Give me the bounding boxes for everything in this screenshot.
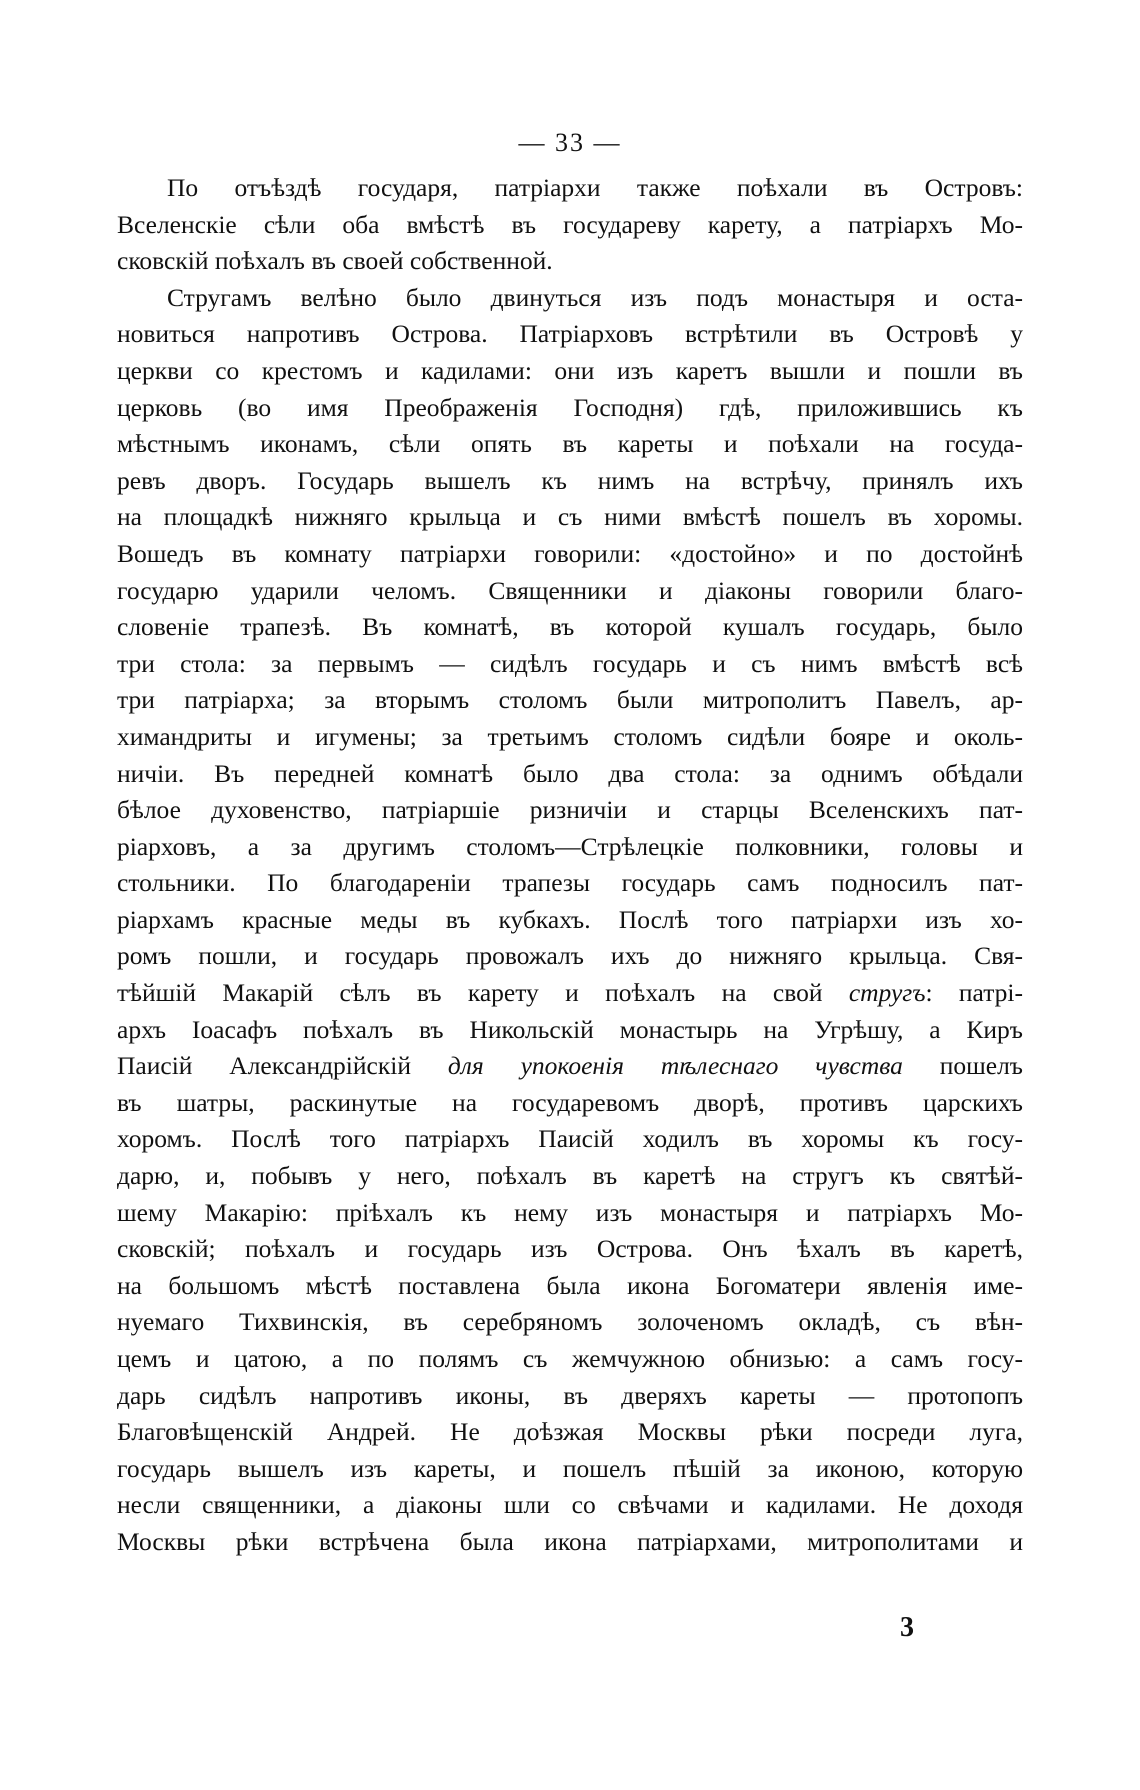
text-line: По отъѣздѣ государя, патріархи также поѣхали въ Островъ: xyxy=(167,173,1023,202)
text-line: Вселенскіе сѣли оба вмѣстѣ въ государеву карету, а патріархъ Мо- xyxy=(117,209,1023,239)
text-segment: : патрі- xyxy=(925,978,1023,1008)
text-line-with-italic xyxy=(117,1048,1023,1085)
text-line: на площадкѣ нижняго крыльца и съ ними вмѣстѣ пошелъ въ хоромы. xyxy=(117,502,1023,532)
text-line: дарь сидѣлъ напротивъ иконы, въ дверяхъ кареты — протопопъ xyxy=(117,1380,1023,1410)
text-line: Стругамъ велѣно было двинуться изъ подъ монастыря и оста- xyxy=(167,282,1023,312)
text-line: несли священники, а діаконы шли со свѣчами и кадилами. Не доходя xyxy=(117,1490,1023,1520)
text-line: архъ Іоасафъ поѣхалъ въ Никольскій монастырь на Угрѣшу, а Киръ xyxy=(117,1014,1023,1044)
text-line: стольники. По благодареніи трапезы государь самъ подносилъ пат- xyxy=(117,868,1023,898)
text-line: сковскій поѣхалъ въ своей собственной. xyxy=(117,246,553,276)
text-line: мѣстнымъ иконамъ, сѣли опять въ кареты и поѣхали на госуда- xyxy=(117,429,1023,459)
text-line: бѣлое духовенство, патріаршіе ризничіи и старцы Вселенскихъ пат- xyxy=(117,795,1023,825)
text-line: ромъ пошли, и государь провожалъ ихъ до нижняго крыльца. Свя- xyxy=(117,941,1023,971)
text-line: цемъ и цатою, а по полямъ съ жемчужною обнизью: а самъ госу- xyxy=(117,1344,1023,1373)
text-segment: тѣйшій Макарій сѣлъ въ карету и поѣхалъ на свой xyxy=(117,978,849,1008)
text-line: церкви со крестомъ и кадилами: они изъ каретъ вышли и пошли въ xyxy=(117,355,1023,385)
text-line: церковь (во имя Преображенія Господня) гдѣ, приложившись къ xyxy=(117,392,1023,422)
text-line: ріархамъ красные меды въ кубкахъ. Послѣ того патріархи изъ хо- xyxy=(117,904,1023,934)
text-line: Благовѣщенскій Андрей. Не доѣзжая Москвы рѣки посреди луга, xyxy=(117,1417,1023,1447)
text-block xyxy=(117,170,1023,1561)
italic-segment: для упокоенія тѣлеснаго чувства xyxy=(447,1051,903,1081)
page-number: — 33 — xyxy=(518,128,622,157)
text-line: государю ударили челомъ. Священники и діаконы говорили благо- xyxy=(117,575,1023,605)
text-line: три патріарха; за вторымъ столомъ были митрополитъ Павелъ, ар- xyxy=(117,685,1023,715)
text-segment: пошелъ xyxy=(902,1051,1023,1081)
text-line: шему Макарію: пріѣхалъ къ нему изъ монастыря и патріархъ Мо- xyxy=(117,1197,1023,1227)
text-line: ничіи. Въ передней комнатѣ было два стола: за однимъ обѣдали xyxy=(117,758,1023,788)
text-line: Москвы рѣки встрѣчена была икона патріархами, митрополитами и xyxy=(117,1526,1023,1556)
text-line: три стола: за первымъ — сидѣлъ государь и съ нимъ вмѣстѣ всѣ xyxy=(117,648,1023,678)
text-line: ревъ дворъ. Государь вышелъ къ нимъ на встрѣчу, принялъ ихъ xyxy=(117,465,1023,495)
text-line: на большомъ мѣстѣ поставлена была икона Богоматери явленія име- xyxy=(117,1270,1023,1300)
text-line: новиться напротивъ Острова. Патріарховъ встрѣтили въ Островѣ у xyxy=(117,319,1023,349)
text-line: нуемаго Тихвинскія, въ серебряномъ золоченомъ окладѣ, съ вѣн- xyxy=(117,1307,1023,1337)
text-line-with-italic xyxy=(117,975,1023,1012)
signature-mark: 3 xyxy=(900,1612,914,1643)
text-line: въ шатры, раскинутые на государевомъ дворѣ, противъ царскихъ xyxy=(117,1087,1023,1117)
text-line: дарю, и, побывъ у него, поѣхалъ въ каретѣ на стругъ къ святѣй- xyxy=(117,1161,1023,1191)
text-line: сковскій; поѣхалъ и государь изъ Острова. Онъ ѣхалъ въ каретѣ, xyxy=(117,1234,1023,1264)
text-line: Вошедъ въ комнату патріархи говорили: «достойно» и по достойнѣ xyxy=(117,538,1023,568)
text-line: хоромъ. Послѣ того патріархъ Паисій ходилъ въ хоромы къ госу- xyxy=(117,1124,1023,1154)
text-line: ріарховъ, а за другимъ столомъ—Стрѣлецкіе полковники, головы и xyxy=(117,831,1023,861)
text-line: государь вышелъ изъ кареты, и пошелъ пѣшій за иконою, которую xyxy=(117,1453,1023,1483)
italic-segment: стругъ xyxy=(848,978,926,1008)
text-segment: Паисій Александрійскій xyxy=(117,1051,448,1081)
text-line: словеніе трапезѣ. Въ комнатѣ, въ которой кушалъ государь, было xyxy=(117,612,1023,642)
text-line: химандриты и игумены; за третьимъ столомъ сидѣли бояре и околь- xyxy=(117,721,1023,751)
